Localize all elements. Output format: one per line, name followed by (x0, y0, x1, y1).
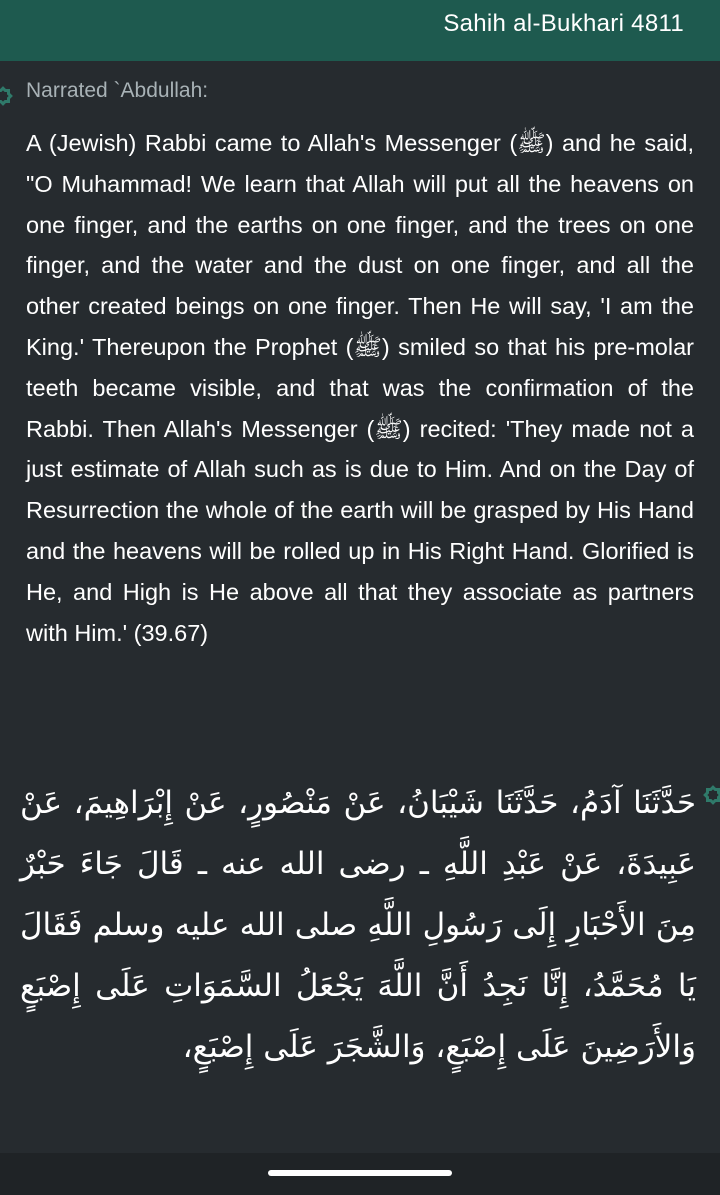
app-header (0, 0, 720, 61)
octagram-marker-icon (0, 83, 14, 109)
hadith-content[interactable] (0, 61, 720, 1153)
hadith-arabic-text: حَدَّثَنَا آدَمُ، حَدَّثَنَا شَيْبَانُ، عَنْ مَنْصُورٍ، عَنْ إِبْرَاهِيمَ، عَنْ عَبِيدَةَ، عَنْ عَبْدِ اللَّهِ ـ رضى الله عنه ـ قَالَ جَاءَ حَبْرٌ مِنَ الأَحْبَارِ إِلَى رَسُولِ اللَّهِ صلى الله عليه وسلم فَقَالَ يَا مُحَمَّدُ، إِنَّا نَجِدُ أَنَّ اللَّهَ يَجْعَلُ السَّمَوَاتِ عَلَى إِصْبَعٍ وَالأَرَضِينَ عَلَى إِصْبَعٍ، وَالشَّجَرَ عَلَى إِصْبَعٍ، (20, 785, 696, 1065)
navigation-bar (0, 1153, 720, 1195)
octagram-marker-icon (702, 782, 720, 808)
narrator-label: Narrated `Abdullah: (26, 79, 209, 102)
page-title: Sahih al-Bukhari 4811 (443, 10, 684, 37)
home-indicator[interactable] (268, 1170, 452, 1176)
hadith-english-text: A (Jewish) Rabbi came to Allah's Messenger (ﷺ) and he said, "O Muhammad! We learn that Allah will put all the heavens on one finger, and the earths on one finger, and the trees on one finger, and the water and the dust on one finger, and all the other created beings on one finger. Then He will say, 'I am the King.' Thereupon the Prophet (ﷺ) smiled so that his pre-molar teeth became visible, and that was the confirmation of the Rabbi. Then Allah's Messenger (ﷺ) recited: 'They made not a just estimate of Allah such as is due to Him. And on the Day of Resurrection the whole of the earth will be grasped by His Hand and the heavens will be rolled up in His Right Hand. Glorified is He, and High is He above all that they associate as partners with Him.' (39.67) (26, 130, 694, 646)
